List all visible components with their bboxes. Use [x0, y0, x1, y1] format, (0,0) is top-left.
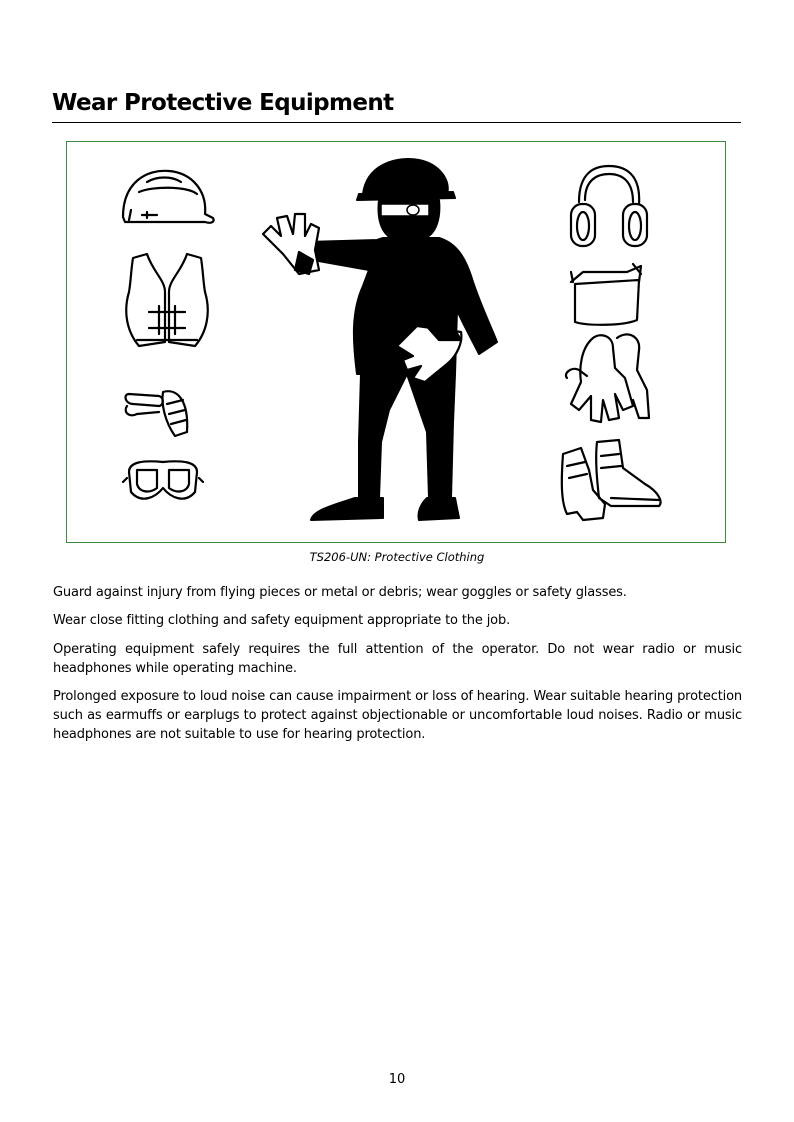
paragraph-attention: Operating equipment safely requires the full attention of the operator. Do not wear radio or music headphones while operating machine.	[53, 642, 742, 676]
page-title: Wear Protective Equipment	[52, 90, 394, 116]
face-shield-icon	[571, 264, 641, 325]
earplugs-icon	[126, 391, 188, 436]
figure-illustration	[67, 142, 724, 541]
gloves-icon	[566, 334, 649, 422]
raised-glove-icon	[263, 214, 319, 274]
hard-hat-icon	[123, 171, 214, 223]
paragraph-goggles: Guard against injury from flying pieces or metal or debris; wear goggles or safety glasses.	[53, 585, 627, 600]
paragraph-hearing: Prolonged exposure to loud noise can cause impairment or loss of hearing. Wear suitable hearing protection such as earmuffs or earplugs to protect against objectionable or uncomfortable loud noises. Radio or music headphones are not suitable to use for hearing protection.	[53, 689, 742, 742]
safety-boots-icon	[562, 440, 661, 520]
figure-caption: TS206-UN: Protective Clothing	[309, 550, 485, 564]
goggles-icon	[123, 461, 203, 498]
paragraph-clothing: Wear close fitting clothing and safety equipment appropriate to the job.	[53, 613, 511, 628]
protective-clothing-figure	[66, 141, 726, 543]
page-number: 10	[388, 1072, 406, 1087]
earmuffs-icon	[571, 166, 647, 246]
safety-vest-icon	[126, 254, 208, 346]
title-divider	[52, 122, 741, 123]
